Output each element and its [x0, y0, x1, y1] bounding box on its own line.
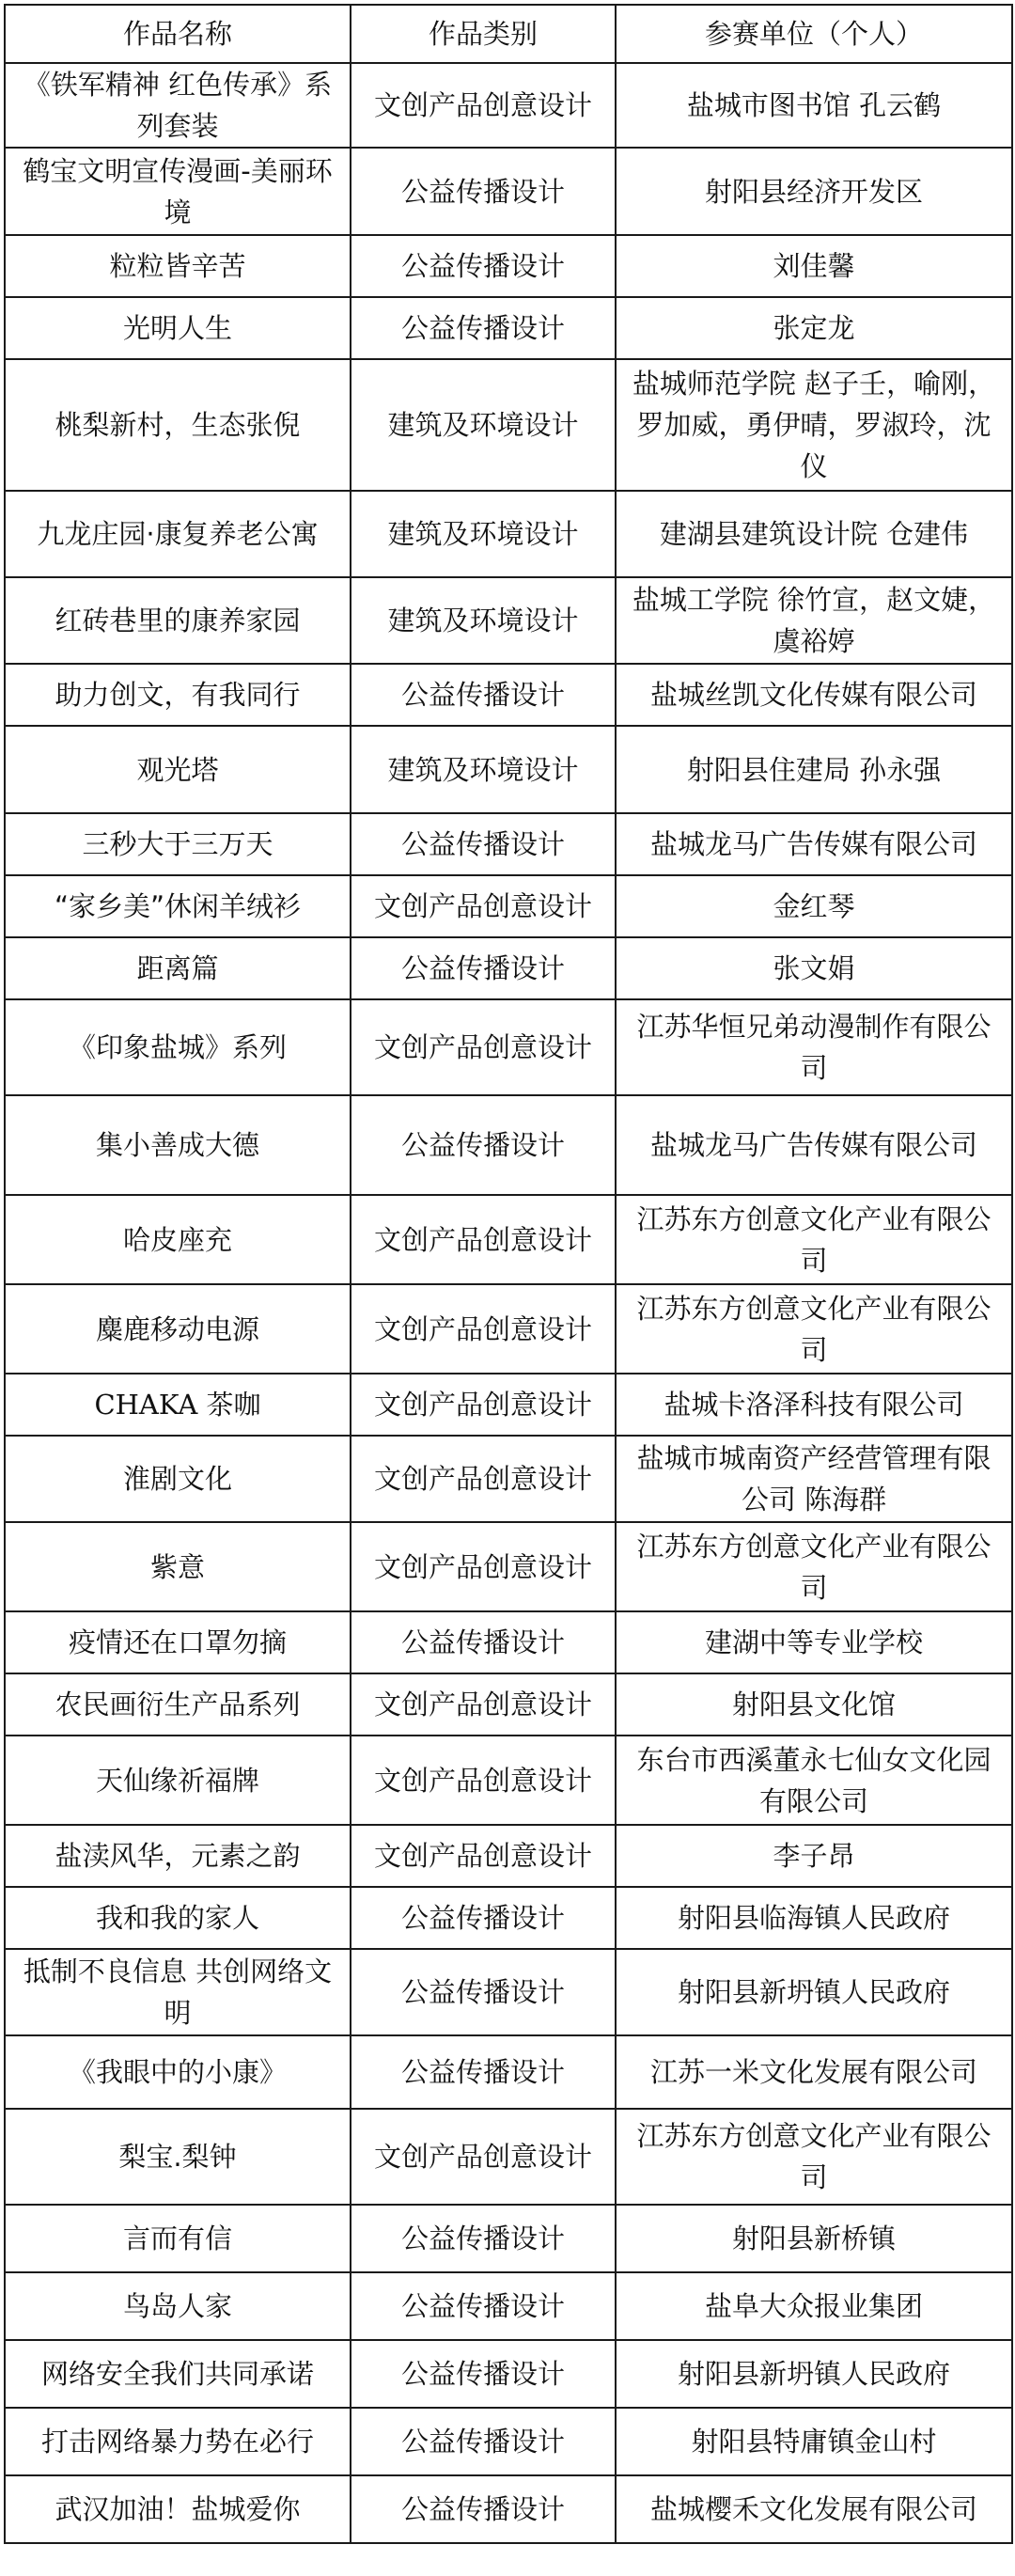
cell-work-name: 鸟岛人家	[5, 2272, 351, 2340]
cell-entrant-unit: 江苏东方创意文化产业有限公司	[616, 2109, 1012, 2205]
cell-entrant-unit: 射阳县临海镇人民政府	[616, 1887, 1012, 1949]
cell-entrant-unit: 射阳县特庸镇金山村	[616, 2408, 1012, 2475]
cell-work-category: 文创产品创意设计	[351, 875, 616, 937]
table-row	[5, 1522, 1012, 1611]
cell-work-name: 疫情还在口罩勿摘	[5, 1611, 351, 1673]
table-row	[5, 1436, 1012, 1522]
cell-work-category: 文创产品创意设计	[351, 1284, 616, 1374]
cell-work-category: 公益传播设计	[351, 235, 616, 297]
cell-work-category: 公益传播设计	[351, 1887, 616, 1949]
cell-work-category: 公益传播设计	[351, 2408, 616, 2475]
cell-entrant-unit: 盐城丝凯文化传媒有限公司	[616, 664, 1012, 726]
table-row	[5, 1825, 1012, 1887]
cell-work-name: 抵制不良信息 共创网络文明	[5, 1949, 351, 2035]
cell-entrant-unit: 东台市西溪董永七仙女文化园有限公司	[616, 1736, 1012, 1825]
cell-work-category: 公益传播设计	[351, 1949, 616, 2035]
cell-work-name: 武汉加油！盐城爱你	[5, 2475, 351, 2543]
cell-entrant-unit: 江苏东方创意文化产业有限公司	[616, 1195, 1012, 1284]
cell-work-name: 观光塔	[5, 726, 351, 813]
table-row	[5, 664, 1012, 726]
cell-entrant-unit: 射阳县新坍镇人民政府	[616, 1949, 1012, 2035]
cell-work-name: 三秒大于三万天	[5, 813, 351, 875]
cell-work-category: 公益传播设计	[351, 813, 616, 875]
cell-work-name: 《我眼中的小康》	[5, 2035, 351, 2109]
cell-entrant-unit: 射阳县住建局 孙永强	[616, 726, 1012, 813]
cell-entrant-unit: 江苏东方创意文化产业有限公司	[616, 1522, 1012, 1611]
cell-entrant-unit: 盐城龙马广告传媒有限公司	[616, 813, 1012, 875]
table-row	[5, 63, 1012, 148]
table-row	[5, 2475, 1012, 2543]
award-table-container	[4, 4, 1011, 2544]
table-header	[5, 5, 1012, 63]
table-row	[5, 491, 1012, 577]
cell-entrant-unit: 张定龙	[616, 297, 1012, 359]
header-entrant-unit: 参赛单位（个人）	[616, 5, 1012, 63]
table-row	[5, 1736, 1012, 1825]
cell-work-category: 公益传播设计	[351, 664, 616, 726]
cell-work-category: 公益传播设计	[351, 2272, 616, 2340]
cell-entrant-unit: 射阳县新桥镇	[616, 2205, 1012, 2272]
cell-entrant-unit: 刘佳馨	[616, 235, 1012, 297]
table-row	[5, 1195, 1012, 1284]
cell-work-name: 助力创文，有我同行	[5, 664, 351, 726]
cell-work-name: 天仙缘祈福牌	[5, 1736, 351, 1825]
cell-work-category: 公益传播设计	[351, 2035, 616, 2109]
cell-work-category: 文创产品创意设计	[351, 1522, 616, 1611]
cell-entrant-unit: 建湖县建筑设计院 仓建伟	[616, 491, 1012, 577]
cell-work-category: 公益传播设计	[351, 1095, 616, 1195]
cell-work-category: 文创产品创意设计	[351, 1436, 616, 1522]
cell-work-name: 《印象盐城》系列	[5, 999, 351, 1095]
award-table	[4, 4, 1013, 2544]
table-row	[5, 1673, 1012, 1736]
table-row	[5, 1949, 1012, 2035]
cell-work-name: 鹤宝文明宣传漫画-美丽环境	[5, 148, 351, 235]
table-body	[5, 63, 1012, 2543]
cell-work-name: 《铁军精神 红色传承》系列套装	[5, 63, 351, 148]
cell-work-category: 公益传播设计	[351, 937, 616, 999]
table-row	[5, 2272, 1012, 2340]
cell-work-category: 公益传播设计	[351, 2340, 616, 2408]
cell-entrant-unit: 江苏东方创意文化产业有限公司	[616, 1284, 1012, 1374]
cell-entrant-unit: 盐城师范学院 赵子壬，喻刚，罗加威，勇伊晴，罗淑玲，沈仪	[616, 359, 1012, 491]
cell-entrant-unit: 金红琴	[616, 875, 1012, 937]
table-row	[5, 2408, 1012, 2475]
table-row	[5, 999, 1012, 1095]
header-row	[5, 5, 1012, 63]
cell-work-name: 农民画衍生产品系列	[5, 1673, 351, 1736]
table-row	[5, 1611, 1012, 1673]
cell-work-name: 梨宝.梨钟	[5, 2109, 351, 2205]
cell-work-category: 公益传播设计	[351, 148, 616, 235]
cell-entrant-unit: 盐城卡洛泽科技有限公司	[616, 1374, 1012, 1436]
cell-entrant-unit: 盐城龙马广告传媒有限公司	[616, 1095, 1012, 1195]
cell-entrant-unit: 盐城工学院 徐竹宣，赵文婕，虞裕婷	[616, 577, 1012, 664]
cell-work-category: 文创产品创意设计	[351, 2109, 616, 2205]
cell-work-category: 公益传播设计	[351, 297, 616, 359]
table-row	[5, 1095, 1012, 1195]
cell-work-category: 建筑及环境设计	[351, 359, 616, 491]
table-row	[5, 1887, 1012, 1949]
cell-work-name: 紫意	[5, 1522, 351, 1611]
table-row	[5, 2340, 1012, 2408]
cell-entrant-unit: 盐城市图书馆 孔云鹤	[616, 63, 1012, 148]
cell-work-category: 建筑及环境设计	[351, 726, 616, 813]
cell-work-name: 哈皮座充	[5, 1195, 351, 1284]
table-row	[5, 1284, 1012, 1374]
cell-work-category: 建筑及环境设计	[351, 577, 616, 664]
cell-work-name: CHAKA 茶咖	[5, 1374, 351, 1436]
cell-work-category: 文创产品创意设计	[351, 1673, 616, 1736]
cell-work-name: 红砖巷里的康养家园	[5, 577, 351, 664]
cell-work-name: 网络安全我们共同承诺	[5, 2340, 351, 2408]
cell-entrant-unit: 李子昂	[616, 1825, 1012, 1887]
cell-entrant-unit: 建湖中等专业学校	[616, 1611, 1012, 1673]
header-work-category: 作品类别	[351, 5, 616, 63]
cell-work-name: 盐渎风华，元素之韵	[5, 1825, 351, 1887]
header-work-name: 作品名称	[5, 5, 351, 63]
cell-work-name: 距离篇	[5, 937, 351, 999]
cell-work-name: 我和我的家人	[5, 1887, 351, 1949]
cell-work-name: 光明人生	[5, 297, 351, 359]
cell-work-category: 公益传播设计	[351, 2475, 616, 2543]
table-row	[5, 235, 1012, 297]
cell-work-category: 文创产品创意设计	[351, 63, 616, 148]
cell-entrant-unit: 射阳县新坍镇人民政府	[616, 2340, 1012, 2408]
cell-work-category: 文创产品创意设计	[351, 1825, 616, 1887]
cell-work-name: 九龙庄园·康复养老公寓	[5, 491, 351, 577]
cell-entrant-unit: 江苏一米文化发展有限公司	[616, 2035, 1012, 2109]
cell-entrant-unit: 射阳县文化馆	[616, 1673, 1012, 1736]
cell-work-category: 文创产品创意设计	[351, 1374, 616, 1436]
table-row	[5, 2205, 1012, 2272]
cell-work-category: 公益传播设计	[351, 2205, 616, 2272]
table-row	[5, 726, 1012, 813]
cell-work-name: 麋鹿移动电源	[5, 1284, 351, 1374]
table-row	[5, 2109, 1012, 2205]
cell-work-name: 言而有信	[5, 2205, 351, 2272]
table-row	[5, 875, 1012, 937]
cell-entrant-unit: 盐城樱禾文化发展有限公司	[616, 2475, 1012, 2543]
table-row	[5, 937, 1012, 999]
table-row	[5, 148, 1012, 235]
table-row	[5, 813, 1012, 875]
cell-work-category: 文创产品创意设计	[351, 1736, 616, 1825]
cell-work-category: 文创产品创意设计	[351, 1195, 616, 1284]
cell-work-category: 建筑及环境设计	[351, 491, 616, 577]
cell-entrant-unit: 江苏华恒兄弟动漫制作有限公司	[616, 999, 1012, 1095]
cell-work-category: 公益传播设计	[351, 1611, 616, 1673]
cell-entrant-unit: 张文娟	[616, 937, 1012, 999]
cell-work-name: 打击网络暴力势在必行	[5, 2408, 351, 2475]
table-row	[5, 297, 1012, 359]
table-row	[5, 359, 1012, 491]
cell-work-name: 桃梨新村，生态张倪	[5, 359, 351, 491]
cell-work-name: 粒粒皆辛苦	[5, 235, 351, 297]
cell-work-category: 文创产品创意设计	[351, 999, 616, 1095]
table-row	[5, 1374, 1012, 1436]
cell-work-name: 集小善成大德	[5, 1095, 351, 1195]
cell-entrant-unit: 盐城市城南资产经营管理有限公司 陈海群	[616, 1436, 1012, 1522]
table-row	[5, 577, 1012, 664]
cell-work-name: 淮剧文化	[5, 1436, 351, 1522]
table-row	[5, 2035, 1012, 2109]
cell-entrant-unit: 射阳县经济开发区	[616, 148, 1012, 235]
cell-entrant-unit: 盐阜大众报业集团	[616, 2272, 1012, 2340]
cell-work-name: “家乡美”休闲羊绒衫	[5, 875, 351, 937]
